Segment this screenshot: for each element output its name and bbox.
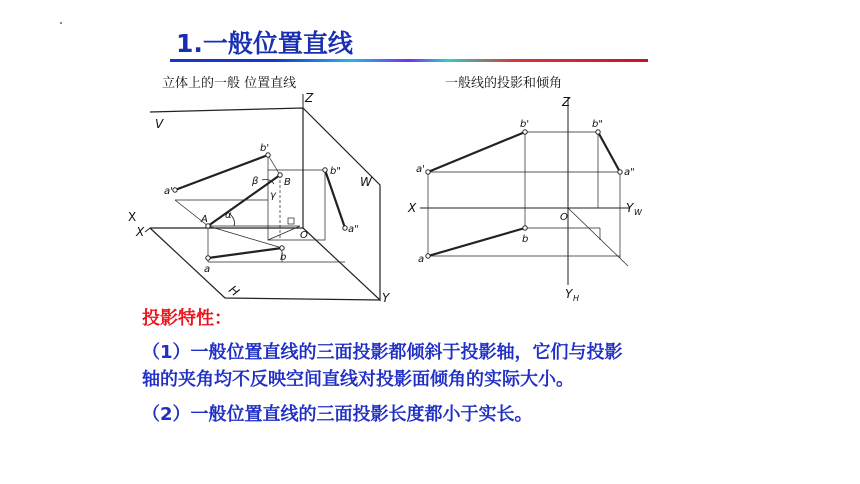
property-1-line-1: （1）一般位置直线的三面投影都倾斜于投影轴，它们与投影	[142, 342, 623, 363]
r-label-a-prime: a'	[416, 164, 425, 175]
label-beta: β	[252, 176, 259, 187]
r-label-x: X	[408, 201, 417, 215]
right-diagram-caption: 一般线的投影和倾角	[445, 76, 563, 91]
r-label-yw: Y	[626, 201, 634, 215]
label-b: b	[280, 252, 287, 263]
label-y: Y	[382, 291, 390, 305]
r-label-z: Z	[562, 95, 571, 109]
slide-title: 1.一般位置直线	[176, 29, 353, 58]
right-line-a2-b2	[598, 132, 620, 172]
r-label-a: a	[418, 254, 425, 265]
label-b-dprime: b"	[330, 166, 341, 177]
r-label-yh: Y	[565, 287, 573, 301]
label-a: a	[204, 264, 211, 275]
label-B: B	[284, 177, 291, 188]
label-A: A	[201, 214, 208, 225]
label-z: Z	[305, 91, 314, 105]
label-gamma: γ	[270, 190, 276, 201]
label-a-prime: a'	[164, 186, 173, 197]
r-label-b: b	[522, 234, 529, 245]
properties-heading: 投影特性：	[142, 308, 232, 329]
label-h: H	[226, 282, 242, 300]
label-b-prime: b'	[260, 143, 270, 154]
property-2: （2）一般位置直线的三面投影长度都小于实长。	[142, 404, 533, 425]
right-line-a-b	[428, 228, 525, 256]
label-o: O	[300, 230, 308, 241]
stray-x-label: X	[128, 210, 137, 224]
label-a-dprime: a"	[348, 224, 359, 235]
label-x: X	[136, 225, 145, 239]
right-line-a1-b1	[428, 132, 525, 172]
r-label-b-prime: b'	[520, 119, 530, 130]
r-label-o: O	[560, 212, 568, 223]
left-diagram-caption: 立体上的一般 位置直线	[162, 76, 297, 91]
r-label-b-dprime: b"	[592, 119, 603, 130]
r-label-a-dprime: a"	[624, 167, 635, 178]
label-v: V	[155, 117, 164, 131]
label-w: W	[360, 175, 372, 189]
property-1-line-2: 轴的夹角均不反映空间直线对投影面倾角的实际大小。	[142, 369, 574, 390]
label-alpha: α	[225, 210, 232, 221]
r-label-yw-sub: W	[634, 208, 642, 217]
r-label-yh-sub: H	[573, 294, 580, 303]
